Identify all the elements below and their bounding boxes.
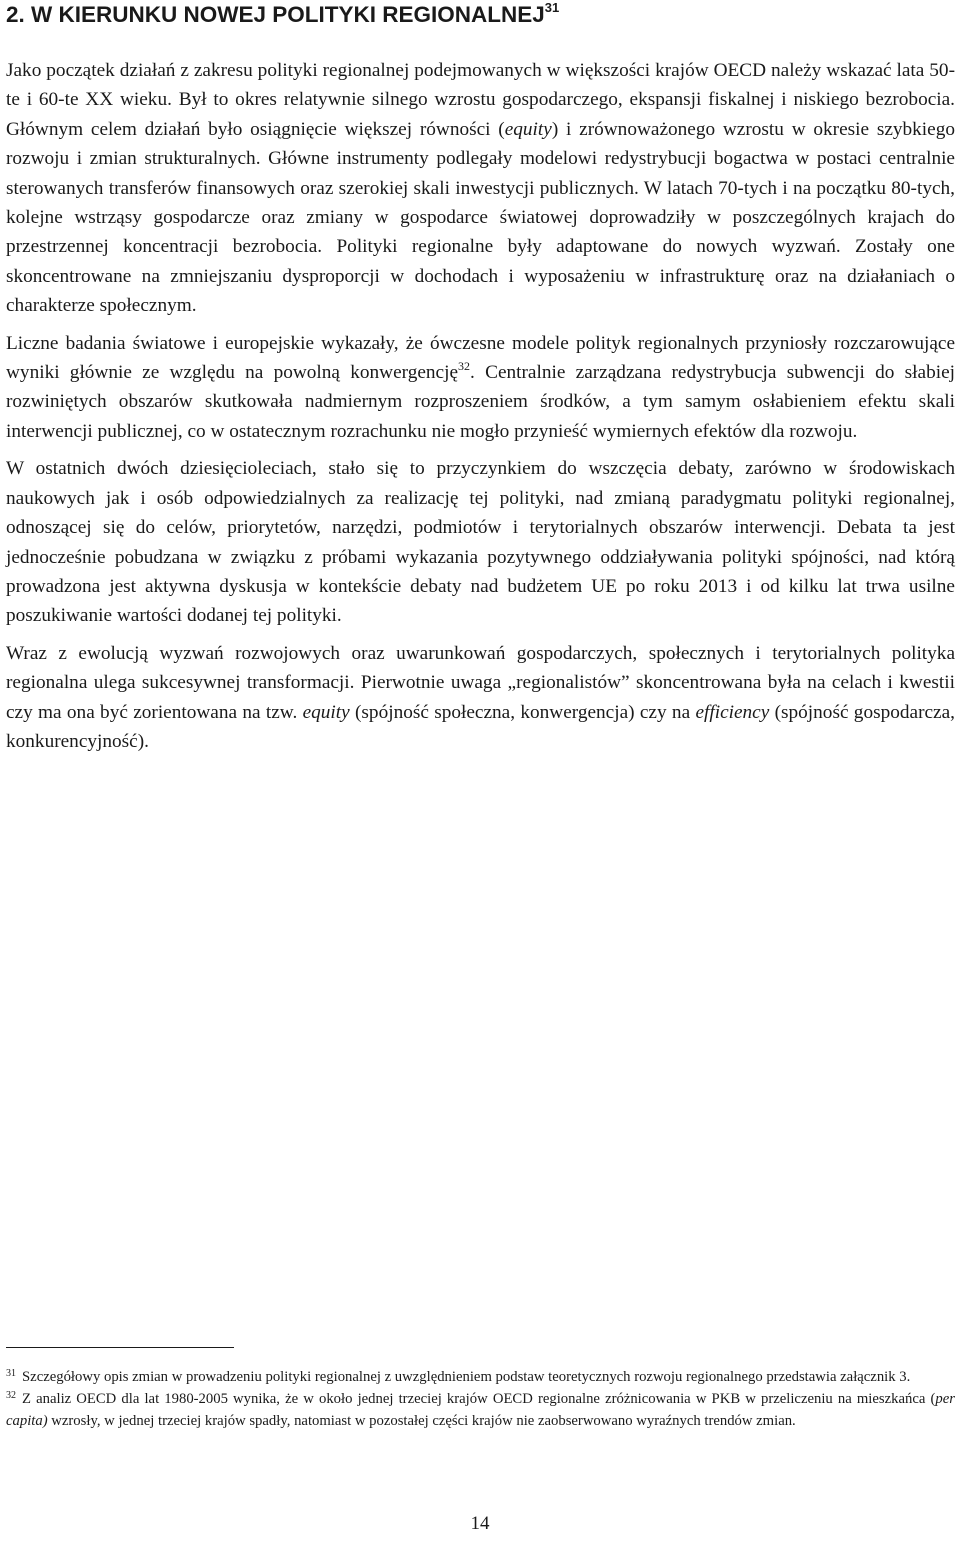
paragraph-4 [6,639,955,757]
term-efficiency: efficiency [695,701,770,723]
paragraph-1-part-1: Jako początek działań z zakresu polityki regionalnej podejmowanych w większości krajów OECD należy wskazać lata 50-te i 60-te XX wieku. Był to okres relatywnie silnego wzrostu gospodarczego, ekspansji fiskalnej i niskiego bezrobocia. Głównym celem działań było osiągnięcie większej równości ( [6,60,955,140]
paragraph-1-part-2: ) i zrównoważonego wzrostu w okresie szybkiego rozwoju i zmian strukturalnych. Główne instrumenty podlegały modelowi redystrybucji bogactwa w postaci centralnie sterowanych transferów finansowych oraz szerokiej skali inwestycji publicznych. W latach 70-tych i na początku 80-tych, kolejne wstrząsy gospodarcze oraz zmiany w gospodarce światowej doprowadziły w poszczególnych krajach do przestrzennej koncentracji bezrobocia. Polityki regionalne były adaptowane do nowych wyzwań. Zostały one skoncentrowane na zmniejszaniu dysproporcji w dochodach i wyposażeniu w infrastrukturę oraz na działaniach o charakterze społecznym. [6,118,955,317]
footnote-number: 32 [6,1390,16,1401]
footnote-text-part-1: Z analiz OECD dla lat 1980-2005 wynika, że w około jednej trzeciej krajów OECD regionalne zróżnicowania w PKB w przeliczeniu na mieszkańca ( [22,1391,936,1407]
paragraph-2 [6,329,955,447]
paragraph-4-part-1: Wraz z ewolucją wyzwań rozwojowych oraz uwarunkowań gospodarczych, społecznych i terytorialnych polityka regionalna ulega sukcesywnej transformacji. Pierwotnie uwaga „regionalistów” skoncentrowana była na celach i kwestii czy ma ona być zorientowana na tzw. [6,642,955,723]
footnote-text-part-2: wzrosły, w jednej trzeciej krajów spadły, natomiast w pozostałej części krajów nie zaobserwowano wyraźnych trendów zmian. [47,1413,796,1429]
body-text [6,56,955,764]
footnote-ref-31[interactable]: 31 [544,0,560,15]
footnote-32 [6,1388,955,1432]
paragraph-4-part-2: (spójność społeczna, konwergencja) czy na [349,701,696,723]
footnote-31 [6,1366,955,1388]
term-equity: equity [504,118,552,140]
paragraph-3 [6,454,955,630]
section-heading-text: 2. W KIERUNKU NOWEJ POLITYKI REGIONALNEJ [6,2,545,27]
paragraph-3-text: W ostatnich dwóch dziesięcioleciach, stało się to przyczynkiem do wszczęcia debaty, zarówno w środowiskach naukowych jak i osób odpowiedzialnych za realizację tej polityki, nad zmianą paradygmatu polityki regionalnej, odnoszącej się do celów, priorytetów, narzędzi, podmiotów i terytorialnych obszarów interwencji. Debata ta jest jednocześnie pobudzana w związku z próbami wykazania pozytywnego oddziaływania polityki spójności, nad którą prowadzona jest aktywna dyskusja w kontekście debaty nad budżetem UE po roku 2013 i od kilku lat trwa usilne poszukiwanie wartości dodanej tej polityki. [6,458,955,627]
footnotes [6,1366,955,1432]
term-per-capita: per capita) [6,1391,955,1429]
footnote-ref-32[interactable]: 32 [458,359,471,374]
section-heading [6,0,946,30]
footnote-separator [6,1347,234,1348]
page-number: 14 [470,1513,490,1534]
footnote-number: 31 [6,1368,16,1379]
footnote-text: Szczegółowy opis zmian w prowadzeniu polityki regionalnej z uwzględnieniem podstaw teoretycznych rozwoju regionalnego przedstawia załącznik 3. [22,1369,911,1385]
paragraph-2-part-2: . Centralnie zarządzana redystrybucja subwencji do słabiej rozwiniętych obszarów skutkowała nadmiernym rozproszeniem środków, a tym samym osłabieniem efektu skali interwencji publicznej, co w ostatecznym rozrachunku nie mogło przynieść wymiernych efektów dla rozwoju. [6,362,955,442]
paragraph-4-part-3: (spójność gospodarcza, konkurencyjność). [6,701,955,752]
term-equity: equity [302,701,350,723]
paragraph-2-part-1: Liczne badania światowe i europejskie wykazały, że ówczesne modele polityk regionalnych przyniosły rozczarowujące wyniki głównie ze względu na powolną konwergencję [6,332,955,384]
paragraph-1 [6,56,955,321]
